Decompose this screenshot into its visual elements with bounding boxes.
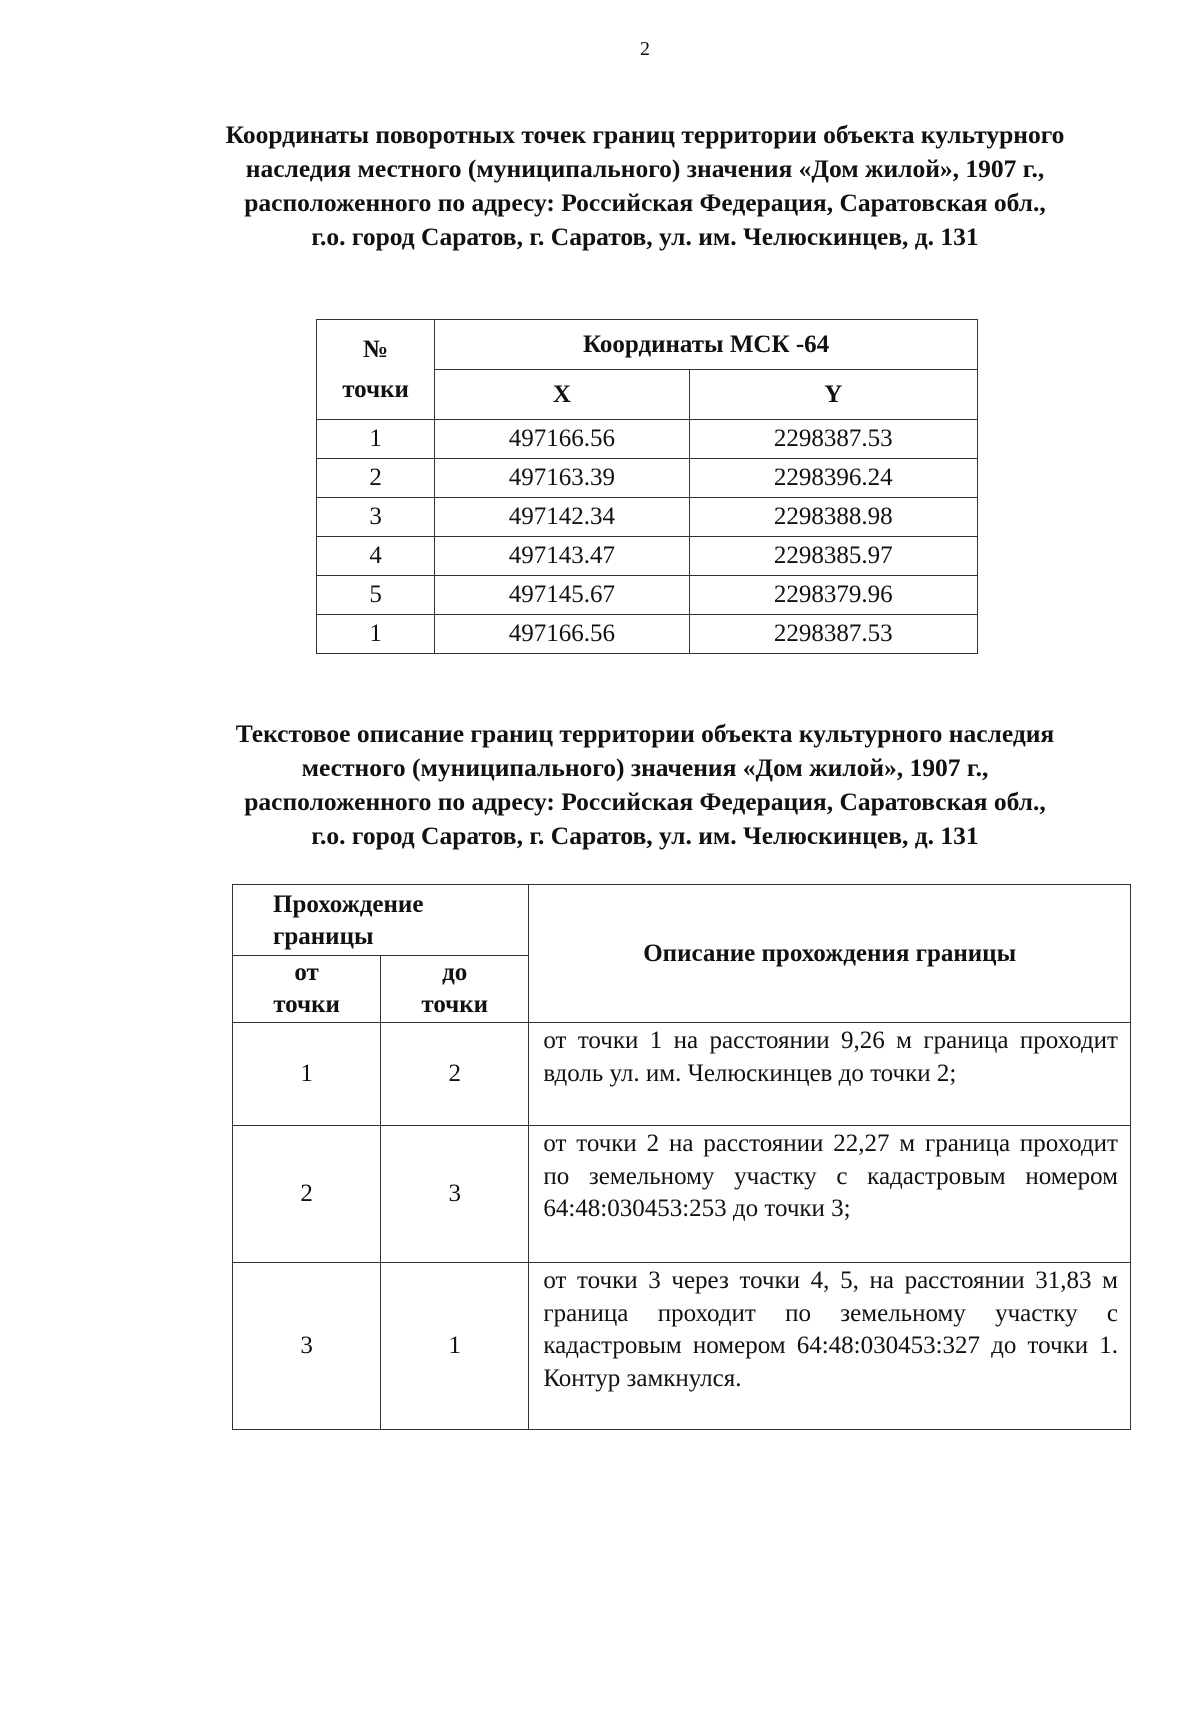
heading-line: Координаты поворотных точек границ территории объекта культурного <box>225 120 1065 149</box>
heading-line: г.о. город Саратов, г. Саратов, ул. им. Челюскинцев, д. 131 <box>311 222 979 251</box>
from-point: 1 <box>233 1023 381 1126</box>
coord-y: 2298379.96 <box>689 576 977 615</box>
coord-y: 2298396.24 <box>689 459 977 498</box>
heading-line: г.о. город Саратов, г. Саратов, ул. им. Челюскинцев, д. 131 <box>311 821 979 850</box>
table-row <box>317 420 978 459</box>
point-number: 1 <box>317 615 435 654</box>
table-row <box>233 1126 1131 1263</box>
coordinates-table-header <box>317 320 978 370</box>
header-coordinates: Координаты МСК -64 <box>435 320 978 370</box>
boundary-description-table <box>232 884 1131 1430</box>
coord-x: 497143.47 <box>435 537 689 576</box>
heading-line: Текстовое описание границ территории объекта культурного наследия <box>235 719 1055 748</box>
heading-line: расположенного по адресу: Российская Федерация, Саратовская обл., <box>244 188 1046 217</box>
to-point: 1 <box>381 1263 529 1430</box>
header-y: Y <box>689 370 977 420</box>
coord-x: 497166.56 <box>435 420 689 459</box>
point-number: 5 <box>317 576 435 615</box>
from-point: 2 <box>233 1126 381 1263</box>
to-point: 3 <box>381 1126 529 1263</box>
coord-x: 497145.67 <box>435 576 689 615</box>
table-row <box>233 1263 1131 1430</box>
header-x: X <box>435 370 689 420</box>
point-number: 3 <box>317 498 435 537</box>
heading-line: местного (муниципального) значения «Дом жилой», 1907 г., <box>301 753 989 782</box>
table-row <box>317 537 978 576</box>
coord-x: 497142.34 <box>435 498 689 537</box>
boundary-description: от точки 3 через точки 4, 5, на расстоянии 31,83 м граница проходит по земельному участку с кадастровым номером 64:48:030453:327 до точки 1. Контур замкнулся. <box>529 1263 1131 1430</box>
heading-line: расположенного по адресу: Российская Федерация, Саратовская обл., <box>244 787 1046 816</box>
coord-y: 2298388.98 <box>689 498 977 537</box>
coord-y: 2298387.53 <box>689 615 977 654</box>
boundary-description: от точки 1 на расстоянии 9,26 м граница проходит вдоль ул. им. Челюскинцев до точки 2; <box>529 1023 1131 1126</box>
coord-x: 497163.39 <box>435 459 689 498</box>
point-number: 2 <box>317 459 435 498</box>
coordinates-table <box>316 319 978 654</box>
description-table-header <box>233 885 1131 956</box>
header-description: Описание прохождения границы <box>529 885 1131 1023</box>
table-row <box>317 498 978 537</box>
from-point: 3 <box>233 1263 381 1430</box>
to-point: 2 <box>381 1023 529 1126</box>
table-row <box>233 1023 1131 1126</box>
header-point-number: № точки <box>317 320 435 420</box>
page-number: 2 <box>640 38 650 60</box>
coord-y: 2298387.53 <box>689 420 977 459</box>
table-row <box>317 576 978 615</box>
table-row <box>317 459 978 498</box>
header-from-point: от точки <box>233 956 381 1023</box>
coord-x: 497166.56 <box>435 615 689 654</box>
point-number: 1 <box>317 420 435 459</box>
table-row <box>317 615 978 654</box>
header-boundary-passage: Прохождение границы <box>233 885 529 956</box>
heading-line: наследия местного (муниципального) значения «Дом жилой», 1907 г., <box>245 154 1045 183</box>
point-number: 4 <box>317 537 435 576</box>
boundary-description: от точки 2 на расстоянии 22,27 м граница проходит по земельному участку с кадастровым номером 64:48:030453:253 до точки 3; <box>529 1126 1131 1263</box>
coord-y: 2298385.97 <box>689 537 977 576</box>
description-heading <box>150 717 1140 853</box>
coordinates-heading <box>150 118 1140 254</box>
header-to-point: до точки <box>381 956 529 1023</box>
